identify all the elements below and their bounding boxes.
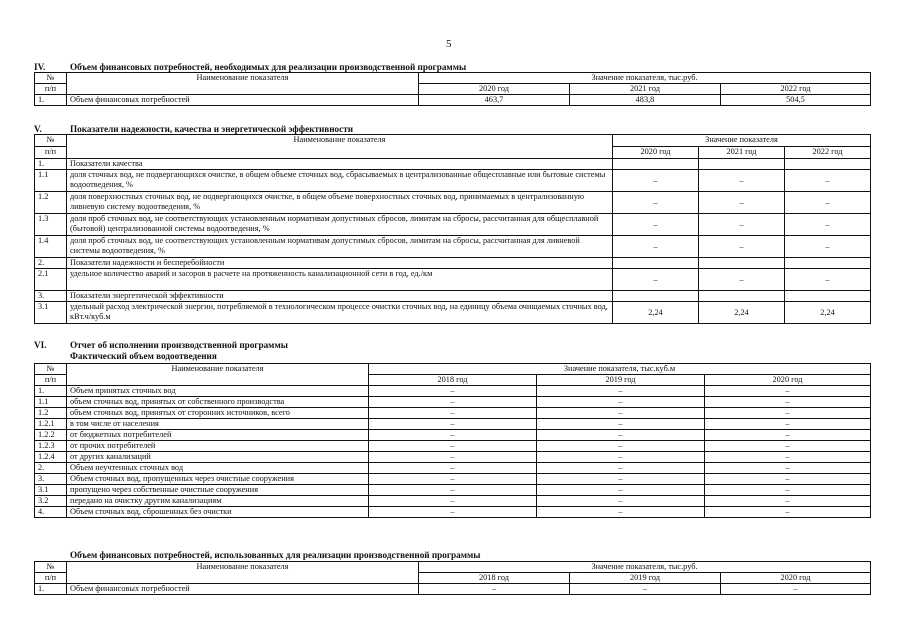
header-no: № bbox=[35, 135, 67, 147]
table-row bbox=[35, 258, 871, 269]
row-value: – bbox=[369, 430, 537, 441]
header-year: 2020 год bbox=[419, 84, 570, 95]
header-year: 2019 год bbox=[570, 573, 721, 584]
header-year: 2018 год bbox=[369, 375, 537, 386]
row-value: – bbox=[705, 507, 871, 518]
section-vi-subtitle: Фактический объем водоотведения bbox=[70, 351, 217, 361]
row-value: – bbox=[785, 192, 871, 214]
section-v-title: Показатели надежности, качества и энергетической эффективности bbox=[70, 124, 354, 134]
header-name: Наименование показателя bbox=[67, 73, 419, 95]
table-row bbox=[35, 302, 871, 324]
row-value bbox=[785, 159, 871, 170]
header-value: Значение показателя bbox=[613, 135, 871, 147]
row-value: – bbox=[369, 386, 537, 397]
row-number: 1. bbox=[35, 95, 67, 106]
table-row bbox=[35, 408, 871, 419]
row-number: 1.2.2 bbox=[35, 430, 67, 441]
row-name: объем сточных вод, принятых от собственного производства bbox=[67, 397, 369, 408]
row-value: – bbox=[537, 397, 705, 408]
section-vi-heading bbox=[34, 340, 288, 350]
header-name: Наименование показателя bbox=[67, 135, 613, 159]
table-row bbox=[35, 159, 871, 170]
row-value: – bbox=[537, 474, 705, 485]
row-number: 3.1 bbox=[35, 485, 67, 496]
section-iv-number: IV. bbox=[34, 62, 46, 72]
page-number: 5 bbox=[446, 38, 452, 50]
row-value: – bbox=[705, 463, 871, 474]
row-number: 1.4 bbox=[35, 236, 67, 258]
header-no: № bbox=[35, 73, 67, 84]
row-name: Объем сточных вод, сброшенных без очистки bbox=[67, 507, 369, 518]
row-value: – bbox=[369, 496, 537, 507]
table-row bbox=[35, 291, 871, 302]
row-number: 2.1 bbox=[35, 269, 67, 291]
header-no: № bbox=[35, 562, 67, 573]
table-row bbox=[35, 170, 871, 192]
table-row bbox=[35, 441, 871, 452]
header-value: Значение показателя, тыс.руб. bbox=[419, 73, 871, 84]
row-name: доля сточных вод, не подвергающихся очистке, в общем объеме сточных вод, сбрасываемых в централизованные общесплавные или бытовые системы водоотведения, % bbox=[67, 170, 613, 192]
row-value: 483,8 bbox=[570, 95, 721, 106]
row-number: 2. bbox=[35, 258, 67, 269]
table-row bbox=[35, 386, 871, 397]
row-value: – bbox=[699, 192, 785, 214]
row-name: Показатели качества bbox=[67, 159, 613, 170]
row-name: Объем сточных вод, пропущенных через очистные сооружения bbox=[67, 474, 369, 485]
row-value bbox=[699, 159, 785, 170]
header-year: 2018 год bbox=[419, 573, 570, 584]
row-value: – bbox=[613, 269, 699, 291]
row-value: – bbox=[705, 474, 871, 485]
row-number: 1.2 bbox=[35, 408, 67, 419]
row-value: 2,24 bbox=[613, 302, 699, 324]
row-value: – bbox=[369, 507, 537, 518]
row-number: 3.2 bbox=[35, 496, 67, 507]
row-value: – bbox=[369, 485, 537, 496]
header-pp: п/п bbox=[35, 147, 67, 159]
table-row bbox=[35, 236, 871, 258]
row-name: передано на очистку другим канализациям bbox=[67, 496, 369, 507]
row-name: Показатели надежности и бесперебойности bbox=[67, 258, 613, 269]
table-row bbox=[35, 584, 871, 595]
row-name: от других канализаций bbox=[67, 452, 369, 463]
row-value: – bbox=[613, 170, 699, 192]
row-value: – bbox=[785, 170, 871, 192]
row-value: – bbox=[613, 236, 699, 258]
table-wastewater-volume bbox=[34, 363, 871, 518]
row-number: 2. bbox=[35, 463, 67, 474]
row-value bbox=[613, 291, 699, 302]
row-name: Показатели энергетической эффективности bbox=[67, 291, 613, 302]
table-row bbox=[35, 507, 871, 518]
section-financial-used-title: Объем финансовых потребностей, использованных для реализации производственной программы bbox=[70, 550, 481, 560]
row-value: – bbox=[537, 386, 705, 397]
row-value: – bbox=[537, 441, 705, 452]
section-vi-title: Отчет об исполнении производственной программы bbox=[70, 340, 288, 350]
header-year: 2022 год bbox=[785, 147, 871, 159]
row-value: – bbox=[705, 441, 871, 452]
section-vi-number: VI. bbox=[34, 340, 47, 350]
table-row bbox=[35, 192, 871, 214]
row-value bbox=[613, 258, 699, 269]
row-name: Объем финансовых потребностей bbox=[67, 584, 419, 595]
row-value: – bbox=[369, 419, 537, 430]
row-name: в том числе от населения bbox=[67, 419, 369, 430]
table-row bbox=[35, 474, 871, 485]
table-row bbox=[35, 463, 871, 474]
table-row bbox=[35, 430, 871, 441]
header-name: Наименование показателя bbox=[67, 364, 369, 386]
row-value: – bbox=[705, 496, 871, 507]
row-name: доля проб сточных вод, не соответствующих установленным нормативам допустимых сбросов, лимитам на сбросы, рассчитанная для ливневой системы водоотведения, % bbox=[67, 236, 613, 258]
row-value: – bbox=[785, 269, 871, 291]
section-iv-heading bbox=[34, 62, 466, 72]
row-number: 1.2.3 bbox=[35, 441, 67, 452]
row-number: 1.3 bbox=[35, 214, 67, 236]
header-no: № bbox=[35, 364, 67, 375]
row-value: – bbox=[785, 236, 871, 258]
row-value: – bbox=[705, 452, 871, 463]
section-v-number: V. bbox=[34, 124, 42, 134]
row-value: – bbox=[705, 485, 871, 496]
row-value: – bbox=[369, 463, 537, 474]
row-value: – bbox=[537, 463, 705, 474]
header-year: 2022 год bbox=[721, 84, 871, 95]
row-value: – bbox=[369, 474, 537, 485]
header-value: Значение показателя, тыс.куб.м bbox=[369, 364, 871, 375]
header-pp: п/п bbox=[35, 375, 67, 386]
header-year: 2021 год bbox=[570, 84, 721, 95]
table-row bbox=[35, 419, 871, 430]
table-row bbox=[35, 496, 871, 507]
row-name: пропущено через собственные очистные сооружения bbox=[67, 485, 369, 496]
row-number: 3. bbox=[35, 291, 67, 302]
header-year: 2020 год bbox=[613, 147, 699, 159]
table-row bbox=[35, 485, 871, 496]
row-value: – bbox=[699, 214, 785, 236]
row-number: 1. bbox=[35, 386, 67, 397]
row-name: доля проб сточных вод, не соответствующих установленным нормативам допустимых сбросов, лимитам на сбросы, рассчитанная для общесплавной (бытовой) централизованной системы водоотведения, % bbox=[67, 214, 613, 236]
row-value: 2,24 bbox=[785, 302, 871, 324]
row-number: 1. bbox=[35, 584, 67, 595]
header-year: 2021 год bbox=[699, 147, 785, 159]
row-value: – bbox=[699, 269, 785, 291]
table-row bbox=[35, 397, 871, 408]
row-value: – bbox=[419, 584, 570, 595]
row-value: – bbox=[537, 507, 705, 518]
table-row bbox=[35, 269, 871, 291]
row-value: – bbox=[699, 236, 785, 258]
row-value: – bbox=[369, 397, 537, 408]
row-value: – bbox=[705, 430, 871, 441]
row-value: – bbox=[613, 214, 699, 236]
row-number: 3. bbox=[35, 474, 67, 485]
row-value: – bbox=[537, 452, 705, 463]
row-value: – bbox=[699, 170, 785, 192]
row-value: – bbox=[721, 584, 871, 595]
row-value: – bbox=[369, 441, 537, 452]
header-value: Значение показателя, тыс.руб. bbox=[419, 562, 871, 573]
row-value: – bbox=[705, 419, 871, 430]
row-value: 504,5 bbox=[721, 95, 871, 106]
row-value: – bbox=[369, 408, 537, 419]
row-number: 1.1 bbox=[35, 170, 67, 192]
row-value: – bbox=[705, 386, 871, 397]
row-name: от прочих потребителей bbox=[67, 441, 369, 452]
table-row bbox=[35, 214, 871, 236]
row-name: объем сточных вод, принятых от сторонних источников, всего bbox=[67, 408, 369, 419]
row-value: – bbox=[537, 496, 705, 507]
header-name: Наименование показателя bbox=[67, 562, 419, 584]
row-number: 1. bbox=[35, 159, 67, 170]
header-pp: п/п bbox=[35, 573, 67, 584]
row-value bbox=[785, 291, 871, 302]
table-financial-needs bbox=[34, 72, 871, 106]
header-year: 2019 год bbox=[537, 375, 705, 386]
row-value: 463,7 bbox=[419, 95, 570, 106]
row-number: 1.2.1 bbox=[35, 419, 67, 430]
row-value: – bbox=[705, 397, 871, 408]
row-name: доля поверхностных сточных вод, не подвергающихся очистке, в общем объеме поверхностных сточных вод, принимаемых в централизованную ливневую систему водоотведения, % bbox=[67, 192, 613, 214]
row-value bbox=[699, 291, 785, 302]
row-number: 1.1 bbox=[35, 397, 67, 408]
table-financial-used bbox=[34, 561, 871, 595]
row-name: удельное количество аварий и засоров в расчете на протяженность канализационной сети в год, ед./км bbox=[67, 269, 613, 291]
row-value: 2,24 bbox=[699, 302, 785, 324]
row-value: – bbox=[369, 452, 537, 463]
row-value: – bbox=[570, 584, 721, 595]
row-name: Объем неучтенных сточных вод bbox=[67, 463, 369, 474]
table-row bbox=[35, 95, 871, 106]
row-number: 1.2.4 bbox=[35, 452, 67, 463]
section-v-heading bbox=[34, 124, 353, 134]
header-pp: п/п bbox=[35, 84, 67, 95]
row-name: удельный расход электрической энергии, потребляемой в технологическом процессе очистки сточных вод, на единицу объема очищаемых сточных вод, кВт.ч/куб.м bbox=[67, 302, 613, 324]
row-value: – bbox=[705, 408, 871, 419]
table-row bbox=[35, 452, 871, 463]
row-value: – bbox=[537, 419, 705, 430]
row-value: – bbox=[785, 214, 871, 236]
header-year: 2020 год bbox=[721, 573, 871, 584]
row-value: – bbox=[613, 192, 699, 214]
row-number: 1.2 bbox=[35, 192, 67, 214]
row-value bbox=[699, 258, 785, 269]
row-value: – bbox=[537, 408, 705, 419]
row-name: Объем принятых сточных вод bbox=[67, 386, 369, 397]
row-name: от бюджетных потребителей bbox=[67, 430, 369, 441]
row-value bbox=[613, 159, 699, 170]
header-year: 2020 год bbox=[705, 375, 871, 386]
row-value: – bbox=[537, 430, 705, 441]
row-value bbox=[785, 258, 871, 269]
row-number: 3.1 bbox=[35, 302, 67, 324]
table-reliability-indicators bbox=[34, 134, 871, 324]
section-iv-title: Объем финансовых потребностей, необходимых для реализации производственной программы bbox=[70, 62, 467, 72]
row-value: – bbox=[537, 485, 705, 496]
row-number: 4. bbox=[35, 507, 67, 518]
row-name: Объем финансовых потребностей bbox=[67, 95, 419, 106]
